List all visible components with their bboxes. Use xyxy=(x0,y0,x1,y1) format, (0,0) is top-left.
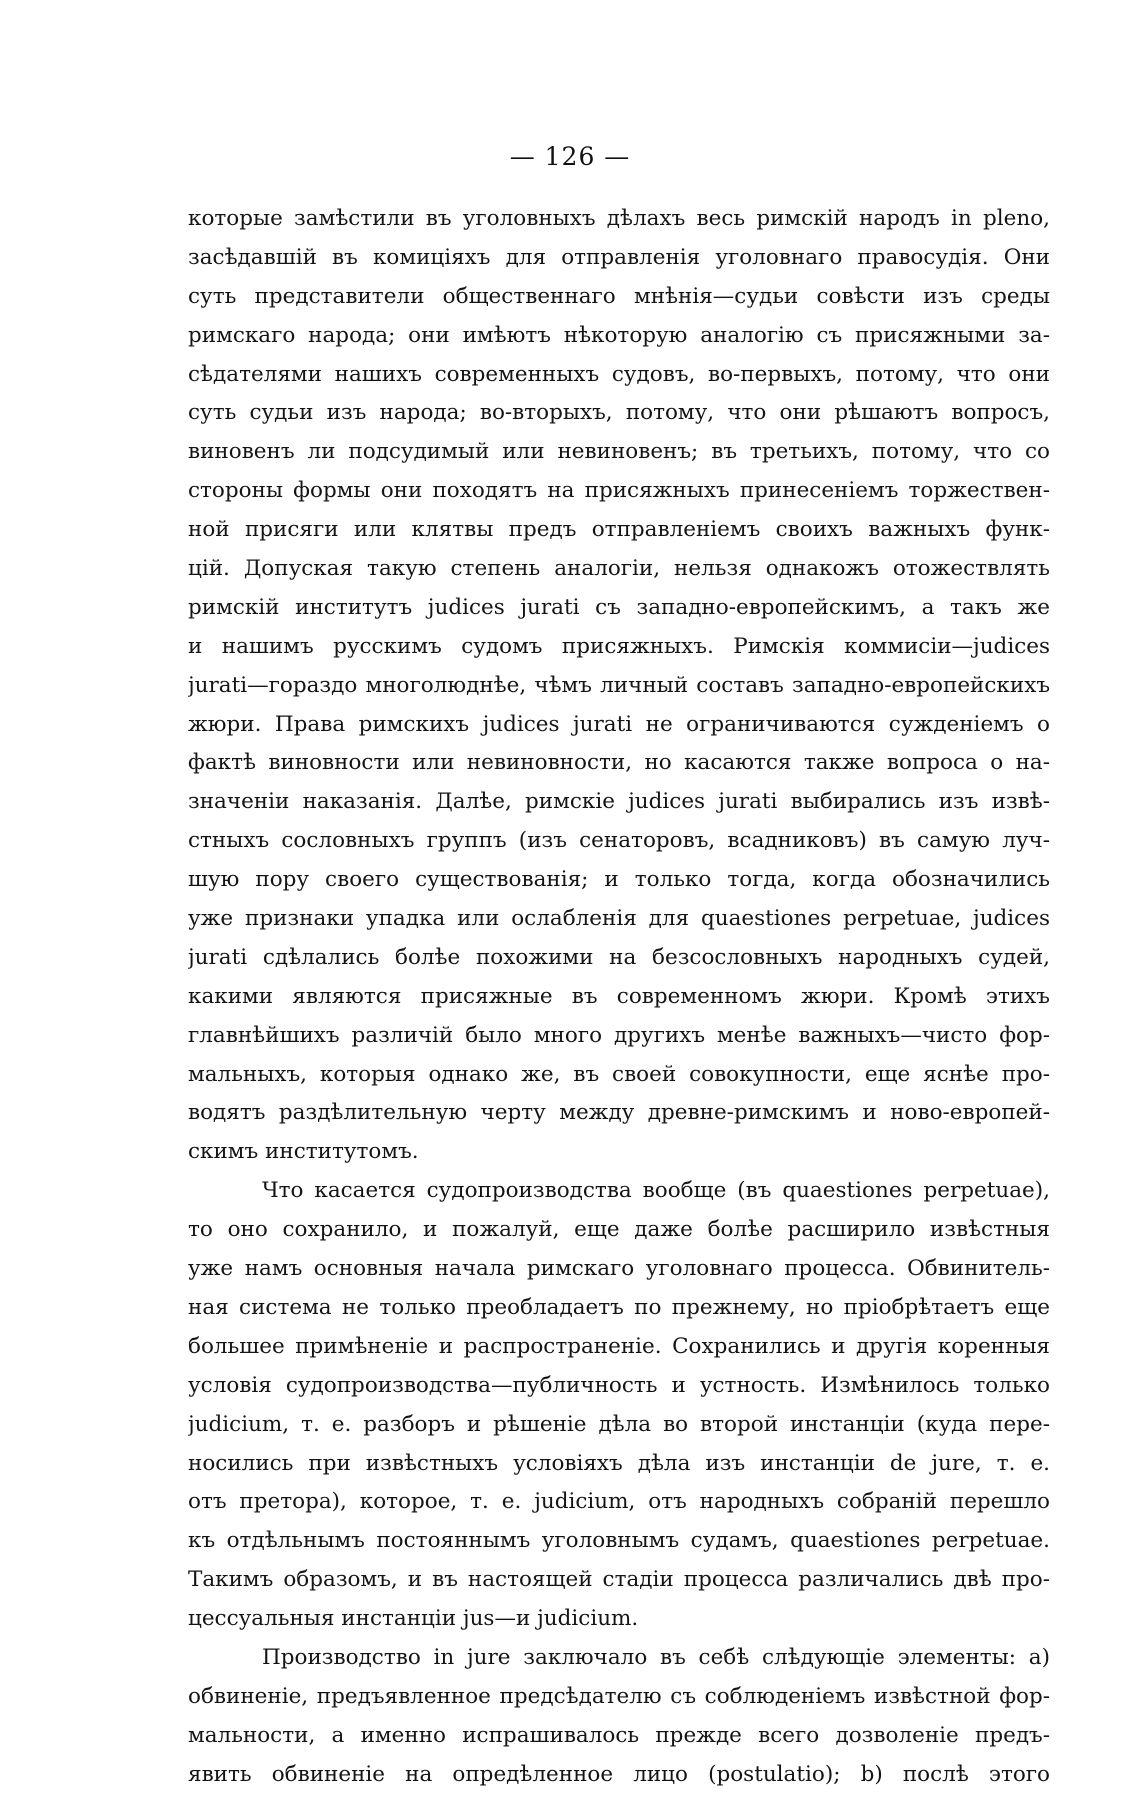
text-line: жюри. Права римскихъ judices jurati не ограничиваются сужденіемъ о xyxy=(188,711,1050,737)
text-line: водятъ раздѣлительную черту между древне-римскимъ и ново-европей- xyxy=(188,1100,1050,1126)
text-line: какими являются присяжные въ современномъ жюри. Кромѣ этихъ xyxy=(188,983,1050,1009)
text-line: римскаго народа; они имѣютъ нѣкоторую аналогію съ присяжными за- xyxy=(188,322,1050,348)
text-line: значеніи наказанія. Далѣе, римскіе judices jurati выбирались изъ извѣ- xyxy=(188,789,1050,815)
text-line: носились при извѣстныхъ условіяхъ дѣла изъ инстанціи de jure, т. е. xyxy=(188,1450,1050,1476)
text-line: мальности, а именно испрашивалось прежде всего дозволеніе предъ- xyxy=(188,1722,1050,1748)
text-line: цессуальныя инстанціи jus—и judicium. xyxy=(188,1606,639,1632)
page-number: — 126 — xyxy=(509,142,631,171)
text-line: фактѣ виновности или невиновности, но касаются также вопроса о на- xyxy=(188,750,1050,776)
text-line: къ отдѣльнымъ постояннымъ уголовнымъ судамъ, quaestiones perpetuae. xyxy=(188,1528,1050,1554)
text-line: стныхъ сословныхъ группъ (изъ сенаторовъ, всадниковъ) въ самую луч- xyxy=(188,828,1050,854)
text-line: отъ претора), которое, т. е. judicium, отъ народныхъ собраній перешло xyxy=(188,1489,1050,1515)
text-line: Такимъ образомъ, и въ настоящей стадіи процесса различались двѣ про- xyxy=(188,1567,1050,1593)
text-line: уже намъ основныя начала римскаго уголовнаго процесса. Обвинитель- xyxy=(188,1256,1050,1282)
text-line: явить обвиненіе на опредѣленное лицо (postulatio); b) послѣ этого xyxy=(188,1761,1050,1787)
paragraph-start-line: Производство in jure заключало въ себѣ слѣдующіе элементы: a) xyxy=(262,1644,1050,1670)
text-line: большее примѣненіе и распространеніе. Сохранились и другія коренныя xyxy=(188,1333,1050,1359)
text-line: обвиненіе, предъявленное предсѣдателю съ соблюденіемъ извѣстной фор- xyxy=(188,1683,1050,1709)
text-line: суть судьи изъ народа; во-вторыхъ, потому, что они рѣшаютъ вопросъ, xyxy=(188,400,1050,426)
text-line: ная система не только преобладаетъ по прежнему, но пріобрѣтаетъ еще xyxy=(188,1294,1050,1320)
text-line: скимъ институтомъ. xyxy=(188,1139,419,1165)
text-line: стороны формы они походятъ на присяжныхъ принесеніемъ торжествен- xyxy=(188,478,1050,504)
text-line: сѣдателями нашихъ современныхъ судовъ, во-первыхъ, потому, что они xyxy=(188,361,1050,387)
text-line: и нашимъ русскимъ судомъ присяжныхъ. Римскія коммисіи—judices xyxy=(188,633,1050,659)
text-line: суть представители общественнаго мнѣнія—судьи совѣсти изъ среды xyxy=(188,283,1050,309)
text-line: виновенъ ли подсудимый или невиновенъ; въ третьихъ, потому, что со xyxy=(188,439,1050,465)
text-line: jurati—гораздо многолюднѣе, чѣмъ личный составъ западно-европейскихъ xyxy=(188,672,1050,698)
text-line: главнѣйшихъ различій было много другихъ менѣе важныхъ—чисто фор- xyxy=(188,1022,1050,1048)
text-line: римскій институтъ judices jurati съ западно-европейскимъ, а такъ же xyxy=(188,594,1050,620)
text-line: ной присяги или клятвы предъ отправленіемъ своихъ важныхъ функ- xyxy=(188,517,1050,543)
text-line: шую пору своего существованія; и только тогда, когда обозначились xyxy=(188,867,1050,893)
body-text xyxy=(188,200,1050,1795)
text-line: то оно сохранило, и пожалуй, еще даже болѣе расширило извѣстныя xyxy=(188,1217,1050,1243)
text-line: jurati сдѣлались болѣе похожими на безсословныхъ народныхъ судей, xyxy=(188,944,1050,970)
text-line: уже признаки упадка или ослабленія для quaestiones perpetuae, judices xyxy=(188,906,1050,932)
text-line: judicium, т. е. разборъ и рѣшеніе дѣла во второй инстанціи (куда пере- xyxy=(188,1411,1050,1437)
text-line: мальныхъ, которыя однако же, въ своей совокупности, еще яснѣе про- xyxy=(188,1061,1050,1087)
text-line: которые замѣстили въ уголовныхъ дѣлахъ весь римскій народъ in pleno, xyxy=(188,206,1050,231)
text-line: условія судопроизводства—публичность и устность. Измѣнилось только xyxy=(188,1372,1050,1398)
text-line: цій. Допуская такую степень аналогіи, нельзя однакожъ отожествлять xyxy=(188,556,1050,582)
text-line: засѣдавшій въ комиціяхъ для отправленія уголовнаго правосудія. Они xyxy=(188,244,1050,270)
paragraph-start-line: Что касается судопроизводства вообще (въ quaestiones perpetuae), xyxy=(262,1178,1050,1204)
